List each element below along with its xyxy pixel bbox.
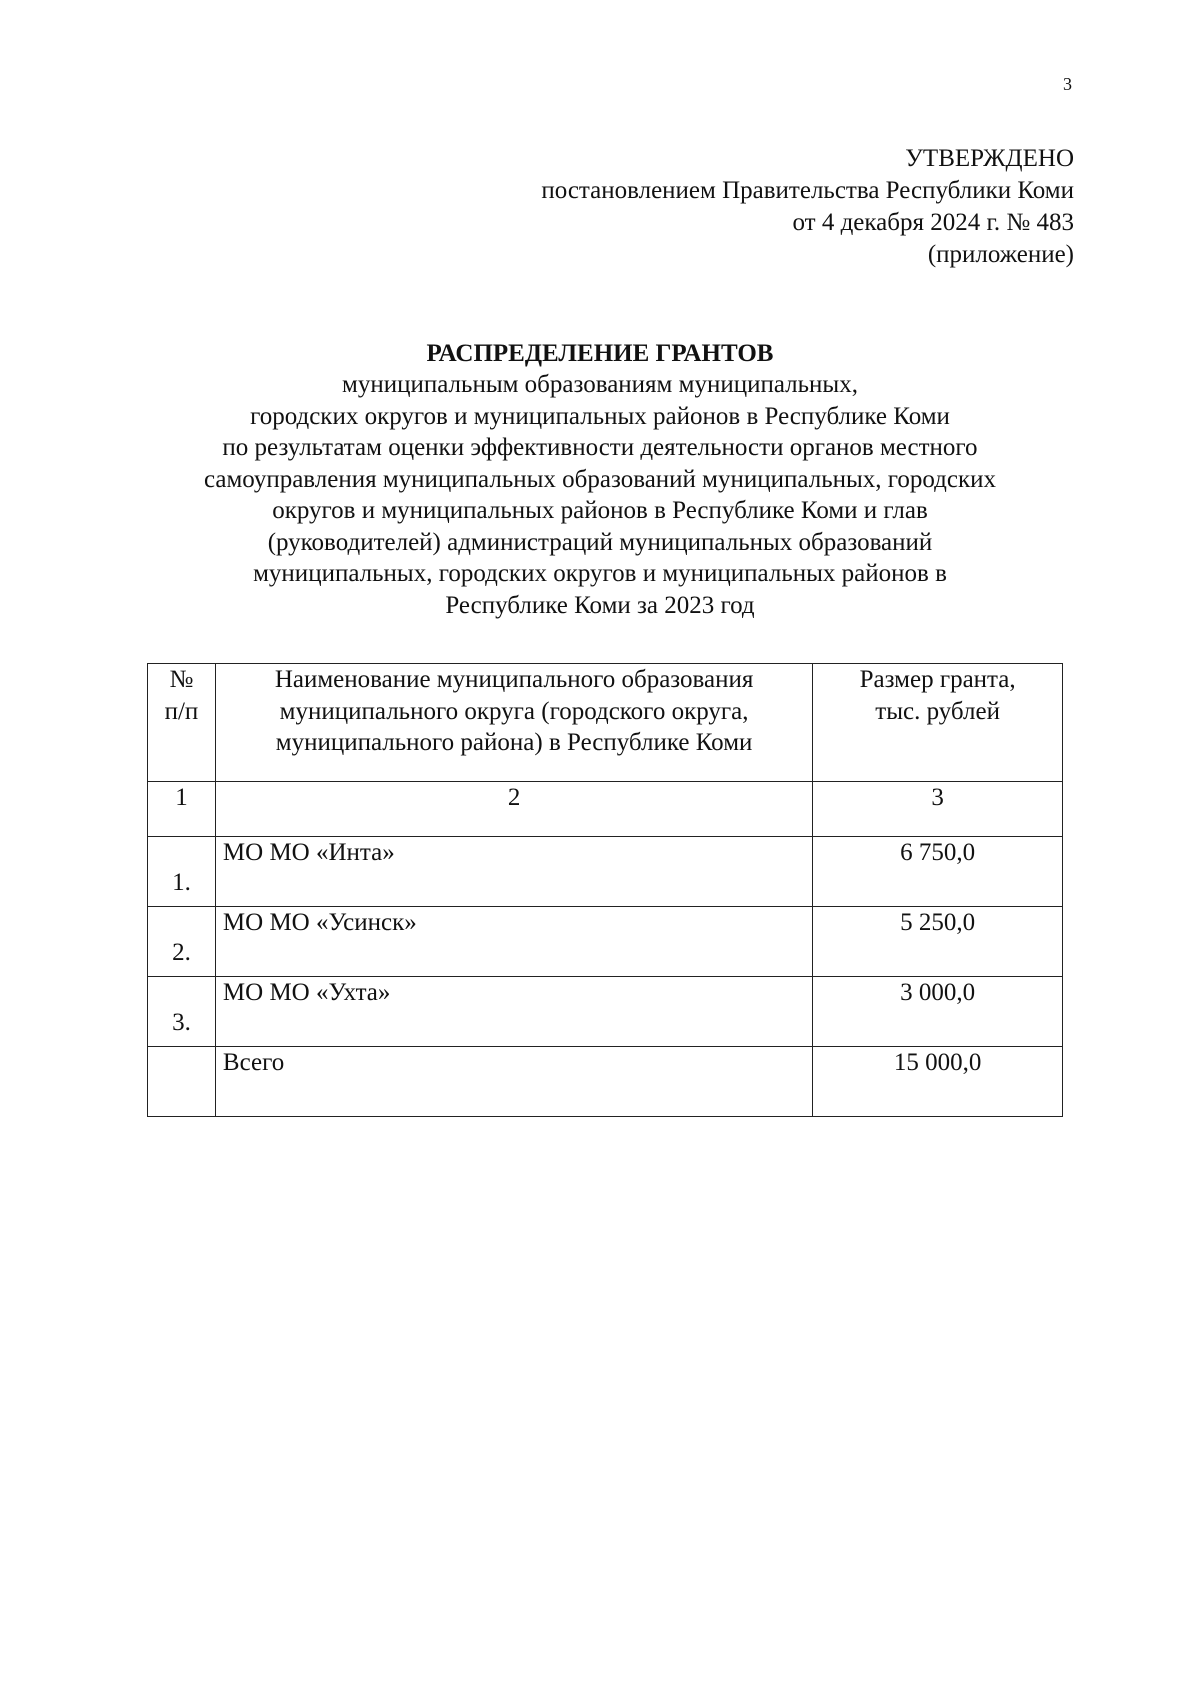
table-row — [148, 907, 1063, 977]
total-amount: 15 000,0 — [813, 1047, 1063, 1117]
approval-title: УТВЕРЖДЕНО — [905, 145, 1074, 172]
grant-amount: 6 750,0 — [813, 837, 1063, 907]
municipality-name: МО МО «Инта» — [215, 837, 812, 907]
grants-table — [147, 663, 1063, 1117]
header-name: Наименование муниципального образования муниципального округа (городского округа, муниципального района) в Республике Коми — [215, 664, 812, 782]
row-number: 3. — [148, 977, 216, 1047]
row-number — [148, 1047, 216, 1117]
approval-stamp — [374, 143, 1074, 271]
column-index-row — [148, 782, 1063, 837]
header-num: № п/п — [148, 664, 216, 782]
table-row — [148, 837, 1063, 907]
approval-appendix: (приложение) — [927, 241, 1074, 268]
table-row — [148, 977, 1063, 1047]
column-index: 2 — [215, 782, 812, 837]
document-subtitle: муниципальным образованиям муниципальных, городских округов и муниципальных районов в Республике Коми по результатам оценки эффективности деятельности органов местного самоуправления муниципальных образований муниципальных, городских округов и муниципальных районов в Республике Коми и глав (руководителей) администраций муниципальных образований муниципальных, городских округов и муниципальных районов в Республике Коми за 2023 год — [203, 371, 997, 619]
total-label: Всего — [215, 1047, 812, 1117]
document-title-block — [140, 338, 1060, 621]
table-header-row — [148, 664, 1063, 782]
approval-resolution: постановлением Правительства Республики Коми — [541, 177, 1074, 204]
table-total-row — [148, 1047, 1063, 1117]
row-number: 1. — [148, 837, 216, 907]
document-heading: РАСПРЕДЕЛЕНИЕ ГРАНТОВ — [426, 340, 774, 367]
column-index: 1 — [148, 782, 216, 837]
page-number: 3 — [1063, 74, 1072, 94]
column-index: 3 — [813, 782, 1063, 837]
header-amount: Размер гранта, тыс. рублей — [813, 664, 1063, 782]
row-number: 2. — [148, 907, 216, 977]
grant-amount: 3 000,0 — [813, 977, 1063, 1047]
approval-date-number: от 4 декабря 2024 г. № 483 — [792, 209, 1074, 236]
municipality-name: МО МО «Усинск» — [215, 907, 812, 977]
municipality-name: МО МО «Ухта» — [215, 977, 812, 1047]
grant-amount: 5 250,0 — [813, 907, 1063, 977]
